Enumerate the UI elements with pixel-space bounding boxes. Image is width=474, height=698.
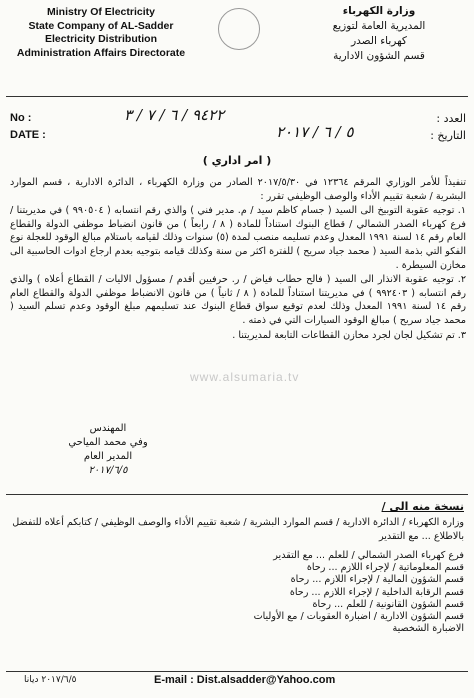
reference-date-row bbox=[6, 123, 468, 145]
letterhead-ar-line: وزارة الكهرباء bbox=[342, 5, 416, 17]
date-label-ar: التاريخ : bbox=[430, 129, 466, 142]
stamp-seal bbox=[218, 8, 260, 50]
copies-list bbox=[164, 550, 464, 635]
document-title: ( امر اداري ) bbox=[202, 154, 272, 167]
email-address: Dist.alsadder@Yahoo.com bbox=[196, 674, 336, 686]
footer-date: ٢٠١٧/٦/٥ ديانا bbox=[24, 675, 77, 685]
watermark: www.alsumaria.tv bbox=[190, 370, 300, 384]
reference-number: ٩٤٢٢ / ٦ / ٧ / ٣ bbox=[124, 106, 225, 124]
reference-date: ٥ / ٦ / ٢٠١٧ bbox=[276, 123, 354, 141]
copy-recipient: الاضبارة الشخصية bbox=[392, 623, 464, 635]
signature-date: ٢٠١٧/٦/٥ bbox=[88, 465, 128, 476]
email-label: E-mail : bbox=[154, 674, 194, 686]
copy-recipient: قسم الشؤون المالية / لإجراء اللازم ... رحاة bbox=[290, 574, 464, 586]
footer-email bbox=[154, 674, 335, 686]
signature-title: المهندس bbox=[89, 423, 127, 434]
signature-block bbox=[48, 422, 168, 478]
english-letterhead bbox=[6, 6, 196, 60]
body-item: ٢. توجيه عقوبة الانذار الى السيد ( فالح حطاب فياض / ر. حرفيين أقدم / مسؤول الاليات / القطاع أعلاه ) والذي رقم انتسابه ( ٩٩٢٤٠٣ ) في مديريتنا استناداً للمادة ( ٨ / ثانياً ) من قانون الانضباط موظفي الدولة والقطاع العام رقم ١٤ لسنة ١٩٩١ المعدل وذلك لعدم توقيع سواق قطاع البنوك عند تسليمهم مبلغ الوقود وعدم تسلم السيد ( محمد جياد سريح ) مبالغ الوقود السيارات التي في ذمته . bbox=[10, 274, 466, 326]
letterhead-ar-line: المديرية العامة لتوزيع bbox=[332, 20, 426, 32]
document-body bbox=[10, 176, 466, 343]
letterhead-ar-line: قسم الشؤون الادارية bbox=[333, 50, 425, 62]
copies-intro: وزارة الكهرباء / الدائرة الادارية / قسم الموارد البشرية / شعبة تقييم الأداء والوصف الوظيفي / كتابكم أعلاه للتفضل بالاطلاع ... مع التقدير bbox=[12, 517, 464, 542]
copy-recipient: قسم الشؤون الادارية / اضبارة العقوبات / مع الأوليات bbox=[253, 611, 464, 623]
copies-title: نسخة منه الى / bbox=[381, 500, 464, 513]
copy-recipient: قسم الرقابة الداخلية / لإجراء اللازم ... رحاة bbox=[289, 586, 464, 598]
letterhead-en-line: Ministry Of Electricity bbox=[47, 6, 155, 18]
letterhead-en-line: Administration Affairs Directorate bbox=[16, 46, 186, 59]
arabic-letterhead bbox=[290, 4, 468, 64]
footer bbox=[6, 675, 468, 693]
letterhead-en-line: Electricity Distribution bbox=[44, 33, 158, 45]
copy-recipient: فرع كهرباء الصدر الشمالي / للعلم ... مع التقدير bbox=[273, 550, 464, 561]
copies-divider bbox=[6, 494, 468, 495]
body-item: ٣. تم تشكيل لجان لجرد مخازن القطاعات التابعة لمديريتنا . bbox=[232, 329, 466, 341]
copy-recipient: قسم الشؤون القانونية / للعلم ... رحاة bbox=[312, 598, 464, 610]
no-label-en: No : bbox=[10, 112, 32, 124]
footer-divider bbox=[6, 671, 468, 672]
signature-name: وفي محمد المياحي bbox=[68, 437, 148, 448]
body-item: ١. توجيه عقوبة التوبيخ الى السيد ( جسام كاظم سيد / م. مدير فني ) والذي رقم انتسابه ( ٩٩٠٥٠٤ ) في مديريتنا / فرع كهرباء الصدر الشمالي / قطاع البنوك استناداً للمادة ( ٨ / رابعاً ) من قانون انضباط موظفي الدولة والقطاع العام رقم ١٤ لسنة ١٩٩١ المعدل وعدم تسليمه منصب لمدة (٥) سنوات وذلك لقيامه باستلام مبالغ الوقود للعجلة نوع الفكو التي بذمة السيد ( محمد جياد سريح ) للفترة اكثر من سنة وكذلك قيامه بتوجيه بعدم ارجاع ادوات الحاسبية الى مخازن السيطرة . bbox=[10, 205, 467, 271]
body-intro: تنفيذاً للأمر الوزاري المرقم ١٢٣٦٤ في ٢٠١٧/٥/٣٠ الصادر من وزارة الكهرباء ، الدائرة الادارية ، قسم الموارد البشرية / شعبة تقييم الأداء والوصف الوظيفي تقرر : bbox=[10, 177, 466, 202]
reference-number-row bbox=[6, 106, 468, 128]
letterhead-ar-line: كهرباء الصدر bbox=[351, 35, 407, 47]
copy-recipient: قسم المعلوماتية / لإجراء اللازم ... رحاة bbox=[306, 562, 464, 574]
no-label-ar: العدد : bbox=[436, 112, 466, 125]
signature-position: المدير العام bbox=[83, 451, 133, 462]
header-divider bbox=[6, 96, 468, 97]
date-label-en: DATE : bbox=[10, 129, 46, 141]
letterhead-en-line: State Company of AL-Sadder bbox=[28, 19, 174, 32]
